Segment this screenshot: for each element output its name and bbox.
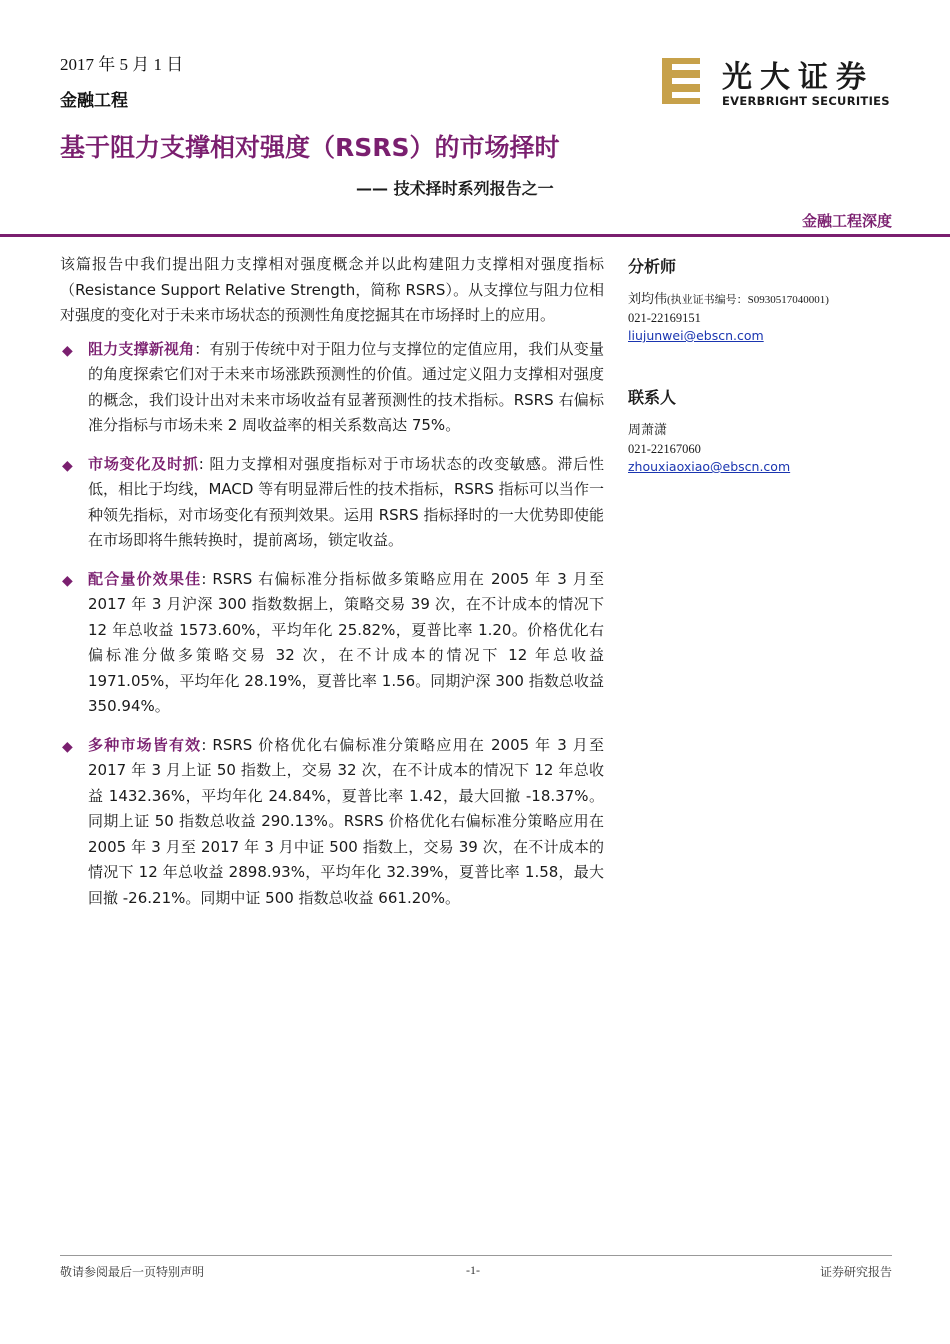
contact-email-link[interactable]: zhouxiaoxiao@ebscn.com: [628, 459, 791, 474]
diamond-icon: ◆: [62, 572, 73, 589]
header-divider: [0, 234, 950, 237]
bullet-body: : RSRS 价格优化右偏标准分策略应用在 2005 年 3 月至 2017 年 3 月上证 50 指数上，交易 32 次，在不计成本的情况下 12 年总收益 1432.36%，平均年化 24.84%，夏普比率 1.42，最大回撤 -18.37%。同期上证 50 指数总收益 290.13%。RSRS 价格优化右偏标准分策略应用在 2005 年 3 月至 2017 年 3 月中证 500 指数上，交易 39 次，在不计成本的情况下 12 年总收益 2898.93%，平均年化 32.39%，夏普比率 1.58，最大回撤 -26.21%。同期中证 500 指数总收益 661.20%。: [88, 735, 604, 907]
summary-bullet: [60, 567, 604, 720]
analyst-email-link[interactable]: liujunwei@ebscn.com: [628, 328, 764, 343]
bullet-heading: 配合量价效果佳: [88, 569, 202, 588]
page-number: -1-: [466, 1263, 480, 1277]
contact-name: 周萧潇: [628, 423, 668, 438]
report-date: 2017 年 5 月 1 日: [60, 55, 184, 74]
logo-chinese-name: 光大证券: [722, 60, 874, 95]
company-logo: [662, 58, 894, 108]
everbright-logo-icon: [662, 58, 700, 104]
summary-bullet: [60, 337, 604, 439]
analyst-name-line: [628, 291, 898, 309]
report-title: 基于阻力支撑相对强度（RSRS）的市场择时: [60, 133, 560, 162]
analyst-phone: 021-22169151: [628, 311, 701, 325]
report-subtitle: —— 技术择时系列报告之一: [356, 179, 554, 198]
diamond-icon: ◆: [62, 342, 73, 359]
footer-divider: [60, 1255, 892, 1256]
contact-phone: 021-22167060: [628, 442, 701, 456]
bullet-heading: 阻力支撑新视角: [88, 339, 195, 358]
analyst-cert: (执业证书编号：S0930517040001): [667, 294, 829, 306]
contact-sidebar: [628, 254, 898, 476]
bullet-body: : RSRS 右偏标准分指标做多策略应用在 2005 年 3 月至 2017 年 3 月沪深 300 指数数据上，策略交易 39 次，在不计成本的情况下 12 年总收益 1573.60%，平均年化 25.82%，夏普比率 1.20。价格优化右偏标准分做多策略交易 32 次，在不计成本的情况下 12 年总收益 1971.05%，平均年化 28.19%，夏普比率 1.56。同期沪深 300 指数总收益 350.94%。: [88, 569, 604, 715]
analyst-name: 刘均伟: [628, 292, 668, 307]
bullet-heading: 市场变化及时抓: [88, 454, 199, 473]
department-label: 金融工程: [60, 91, 128, 111]
contact-block: [628, 385, 898, 476]
footer-report-type: 证券研究报告: [819, 1265, 892, 1279]
bullet-body: ：有别于传统中对于阻力位与支撑位的定值应用，我们从变量的角度探索它们对于未来市场涨跌预测性的价值。通过定义阻力支撑相对强度的概念，我们设计出对未来市场收益有显著预测性的技术指标。RSRS 右偏标准分指标与市场未来 2 周收益率的相关系数高达 75%。: [88, 339, 604, 434]
bullet-body: : 阻力支撑相对强度指标对于市场状态的改变敏感。滞后性低，相比于均线，MACD 等有明显滞后性的技术指标，RSRS 指标可以当作一种领先指标，对市场变化有预判效果。运用 RSRS 指标择时的一大优势即使能在市场即将牛熊转换时，提前离场，锁定收益。: [88, 454, 604, 549]
summary-section: [60, 252, 604, 924]
logo-english-name: EVERBRIGHT SECURITIES: [722, 94, 890, 108]
footer-disclaimer: 敬请参阅最后一页特别声明: [60, 1265, 205, 1279]
summary-bullet: [60, 733, 604, 912]
diamond-icon: ◆: [62, 457, 73, 474]
category-tag: 金融工程深度: [801, 212, 892, 230]
analyst-heading: 分析师: [628, 257, 677, 276]
summary-bullet: [60, 452, 604, 554]
contact-heading: 联系人: [628, 388, 677, 407]
diamond-icon: ◆: [62, 738, 73, 755]
summary-intro: 该篇报告中我们提出阻力支撑相对强度概念并以此构建阻力支撑相对强度指标（Resistance Support Relative Strength，简称 RSRS）。从支撑位与阻力位相对强度的变化对于未来市场状态的预测性角度挖掘其在市场择时上的应用。: [60, 255, 604, 324]
bullet-heading: 多种市场皆有效: [88, 735, 202, 754]
